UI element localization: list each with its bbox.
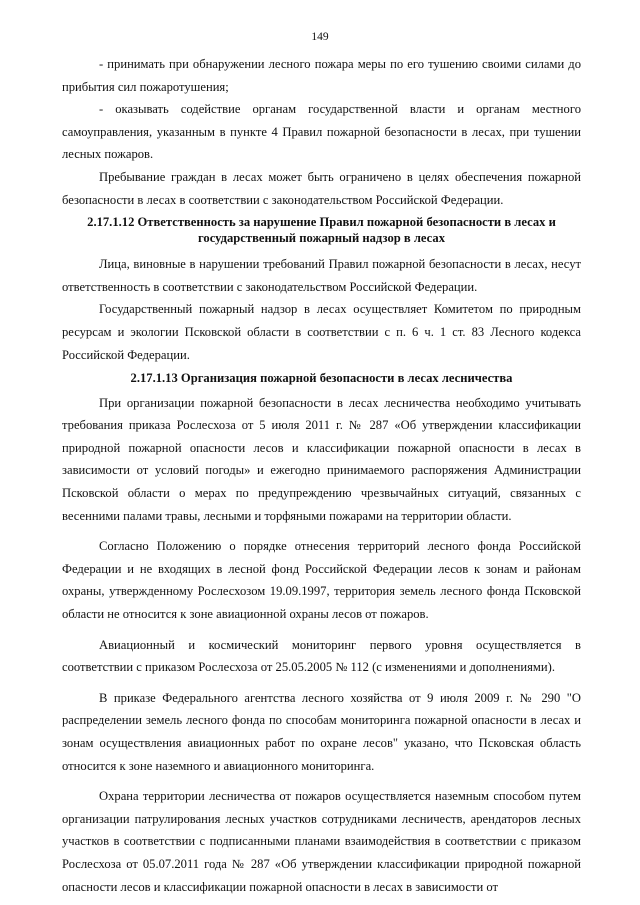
paragraph-zone-regulation: Согласно Положению о порядке отнесения территорий лесного фонда Российской Федерации и не входящих в лесной фонд Российской Федерации лесов к зонам и районам охраны, утвержденному Рослесхозом 19.09.1997, территория земель лесного фонда Псковской области не относится к зоне авиационной охраны лесов от пожаров. bbox=[62, 539, 581, 621]
paragraph-organization-requirements: При организации пожарной безопасности в лесах лесничества необходимо учитывать требования приказа Рослесхоза от 5 июля 2011 г. № 287 «Об утверждении классификации природной пожарной опасности лесов и классификации пожарной опасности в лесах в зависимости от условий погоды» и ежегодно принимаемого распоряжения Администрации Псковской области о мерах по предупреждению чрезвычайных ситуаций, связанных с весенними палами травы, лесными и торфяными пожарами на территории области. bbox=[62, 395, 581, 523]
paragraph-monitoring: Авиационный и космический мониторинг первого уровня осуществляется в соответствии с приказом Рослесхоза от 25.05.2005 № 112 (с изменениями и дополнениями). bbox=[62, 637, 581, 675]
paragraph-fire-supervision: Государственный пожарный надзор в лесах осуществляет Комитетом по природным ресурсам и экологии Псковской области в соответствии с п. 6 ч. 1 ст. 83 Лесного кодекса Российской Федерации. bbox=[62, 302, 581, 362]
paragraph-assist-authorities: - оказывать содействие органам государственной власти и органам местного самоуправления, указанным в пункте 4 Правил пожарной безопасности в лесах, при тушении лесных пожаров. bbox=[62, 102, 581, 162]
document-body bbox=[62, 53, 581, 898]
page-number: 149 bbox=[311, 31, 329, 43]
section-heading-responsibility: 2.17.1.12 Ответственность за нарушение Правил пожарной безопасности в лесах и государственный пожарный надзор в лесах bbox=[87, 215, 556, 245]
paragraph-federal-order: В приказе Федерального агентства лесного хозяйства от 9 июля 2009 г. № 290 "О распределении земель лесного фонда по способам мониторинга пожарной опасности в лесах и зонам осуществления авиационных работ по охране лесов" указано, что Псковская область относится к зоне наземного и авиационного мониторинга. bbox=[62, 690, 581, 773]
section-heading-organization: 2.17.1.13 Организация пожарной безопасности в лесах лесничества bbox=[130, 371, 513, 386]
paragraph-stay-restriction: Пребывание граждан в лесах может быть ограничено в целях обеспечения пожарной безопасности в лесах в соответствии с законодательством Российской Федерации. bbox=[62, 169, 581, 207]
paragraph-fire-measures: - принимать при обнаружении лесного пожара меры по его тушению своими силами до прибытия сил пожаротушения; bbox=[62, 57, 581, 94]
paragraph-ground-protection: Охрана территории лесничества от пожаров осуществляется наземным способом путем организации патрулирования лесных участков сотрудниками лесничеств, арендаторов лесных участков в соответствии с подписанными планами взаимодействия в соответствии с приказом Рослесхоза от 05.07.2011 года № 287 «Об утверждении классификации природной пожарной опасности лесов и классификации пожарной опасности в лесах в зависимости от bbox=[62, 789, 581, 894]
paragraph-liability: Лица, виновные в нарушении требований Правил пожарной безопасности в лесах, несут ответственность в соответствии с законодательством Российской Федерации. bbox=[62, 257, 581, 294]
